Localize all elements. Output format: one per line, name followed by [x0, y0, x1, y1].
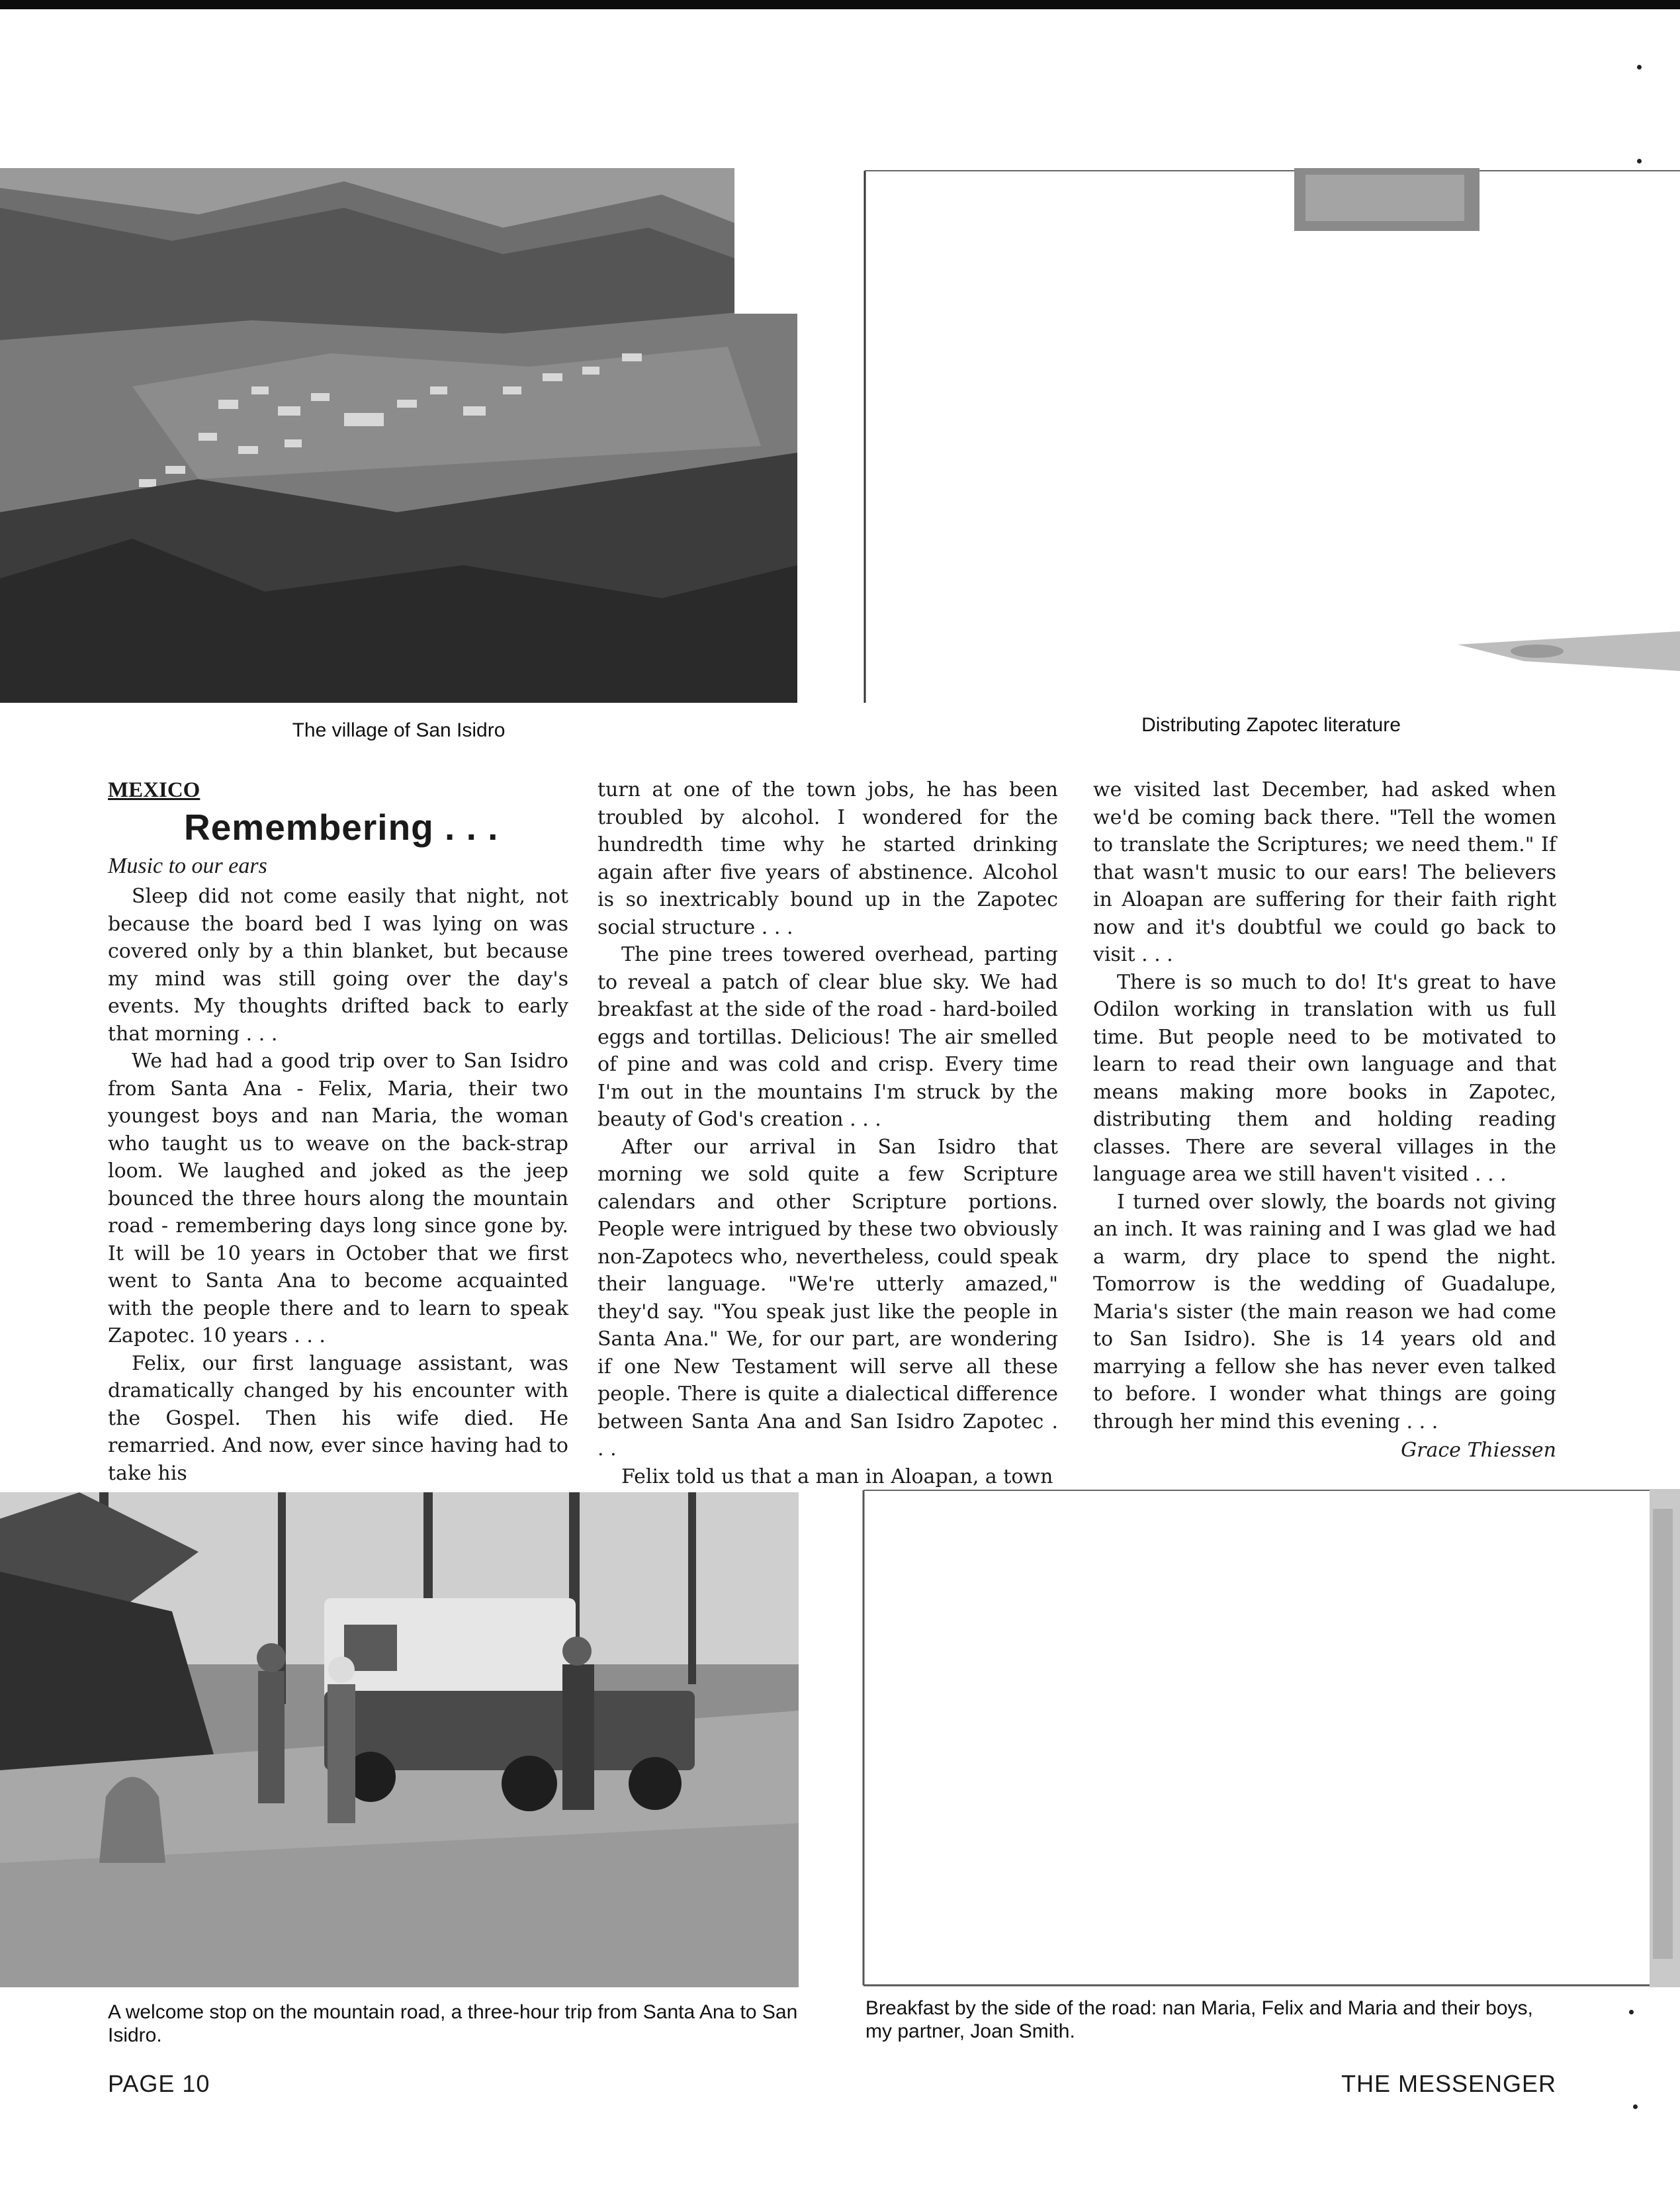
margin-dot — [1633, 2104, 1638, 2109]
paragraph: We had had a good trip over to San Isidro from Santa Ana - Felix, Maria, their two youngest boys and nan Maria, the woman who taught us to weave on the back-strap loom. We laughed and joked as the jeep bounced the three hours along the mountain road - remembering days long since gone by. It will be 10 years in October that we first went to Santa Ana to become acquainted with the people there and to learn to speak Zapotec. 10 years . . . — [108, 1050, 568, 1347]
margin-dot — [1629, 2010, 1634, 2014]
literature-photo — [862, 168, 1680, 703]
article-column-3 — [1093, 776, 1556, 1464]
paragraph: There is so much to do! It's great to have Odilon working in translation with us full time. But people need to be motivated to learn to read their own language and that means making more books in Zapotec, distributing them and holding reading classes. There are several villages in the language area we still haven't visited . . . — [1093, 970, 1556, 1186]
village-caption: The village of San Isidro — [292, 719, 506, 741]
literature-caption: Distributing Zapotec literature — [1141, 714, 1401, 736]
article-headline: Remembering . . . — [184, 807, 499, 848]
paragraph: Felix, our first language assistant, was dramatically changed by his encounter with the Gospel. Then his wife died. He remarried. And now, ever since having had to take his — [108, 1351, 568, 1485]
author-signature: Grace Thiessen — [1401, 1439, 1556, 1462]
paragraph: Sleep did not come easily that night, not because the board bed I was lying on was covered only by a thin blanket, but because my mind was still going over the day's events. My thoughts drifted back to early that morning . . . — [108, 885, 568, 1046]
page-top-edge — [0, 0, 1680, 9]
paragraph: I turned over slowly, the boards not giving an inch. It was raining and I was glad we had a warm, dry place to spend the night. Tomorrow is the wedding of Guadalupe, Maria's sister (the main reason we had come to San Isidro). She is 14 years old and marrying a fellow she has never even talked to before. I wonder what things are going through her mind this evening . . . — [1093, 1190, 1556, 1433]
page-number: PAGE 10 — [108, 2070, 210, 2097]
section-label: MEXICO — [108, 778, 200, 802]
article-column-1 — [108, 883, 568, 1487]
paragraph: The pine trees towered overhead, parting to reveal a patch of clear blue sky. We had breakfast at the side of the road - hard-boiled eggs and tortillas. Delicious! The air smelled of pine and was cold and crisp. Every time I'm out in the mountains I'm struck by the beauty of God's creation . . . — [597, 943, 1058, 1131]
margin-dot — [1637, 65, 1642, 69]
paragraph: turn at one of the town jobs, he has been troubled by alcohol. I wondered for the hundredth time why he started drinking again after five years of abstinence. Alcohol is so inextricably bound up in the Zapotec social structure . . . — [597, 778, 1058, 939]
breakfast-photo — [862, 1489, 1680, 1987]
paragraph: Felix told us that a man in Aloapan, a town — [621, 1464, 1053, 1488]
margin-dot — [1637, 159, 1642, 163]
village-photo — [0, 168, 797, 703]
paragraph: After our arrival in San Isidro that morning we sold quite a few Scripture calendars and other Scripture portions. People were intrigued by these two obviously non-Zapotecs who, nevertheless, could speak their language. "We're utterly amazed," they'd say. "You speak just like the people in Santa Ana." We, for our part, are wondering if one New Testament will serve all these people. There is quite a dialectical difference between Santa Ana and San Isidro Zapotec . . . — [597, 1135, 1058, 1461]
publication-name: THE MESSENGER — [1341, 2070, 1556, 2097]
jeep-caption: A welcome stop on the mountain road, a three-hour trip from Santa Ana to San Isidro. — [108, 2001, 798, 2046]
article-column-2 — [597, 776, 1058, 1490]
breakfast-caption: Breakfast by the side of the road: nan Maria, Felix and Maria and their boys, my partner, Joan Smith. — [865, 1997, 1533, 2042]
paragraph: we visited last December, had asked when we'd be coming back there. "Tell the women to translate the Scriptures; we need them." If that wasn't music to our ears! The believers in Aloapan are suffering for their faith right now and it's doubtful we could go back to visit . . . — [1093, 778, 1556, 966]
article-subhead: Music to our ears — [108, 854, 267, 878]
jeep-photo — [0, 1492, 799, 1987]
